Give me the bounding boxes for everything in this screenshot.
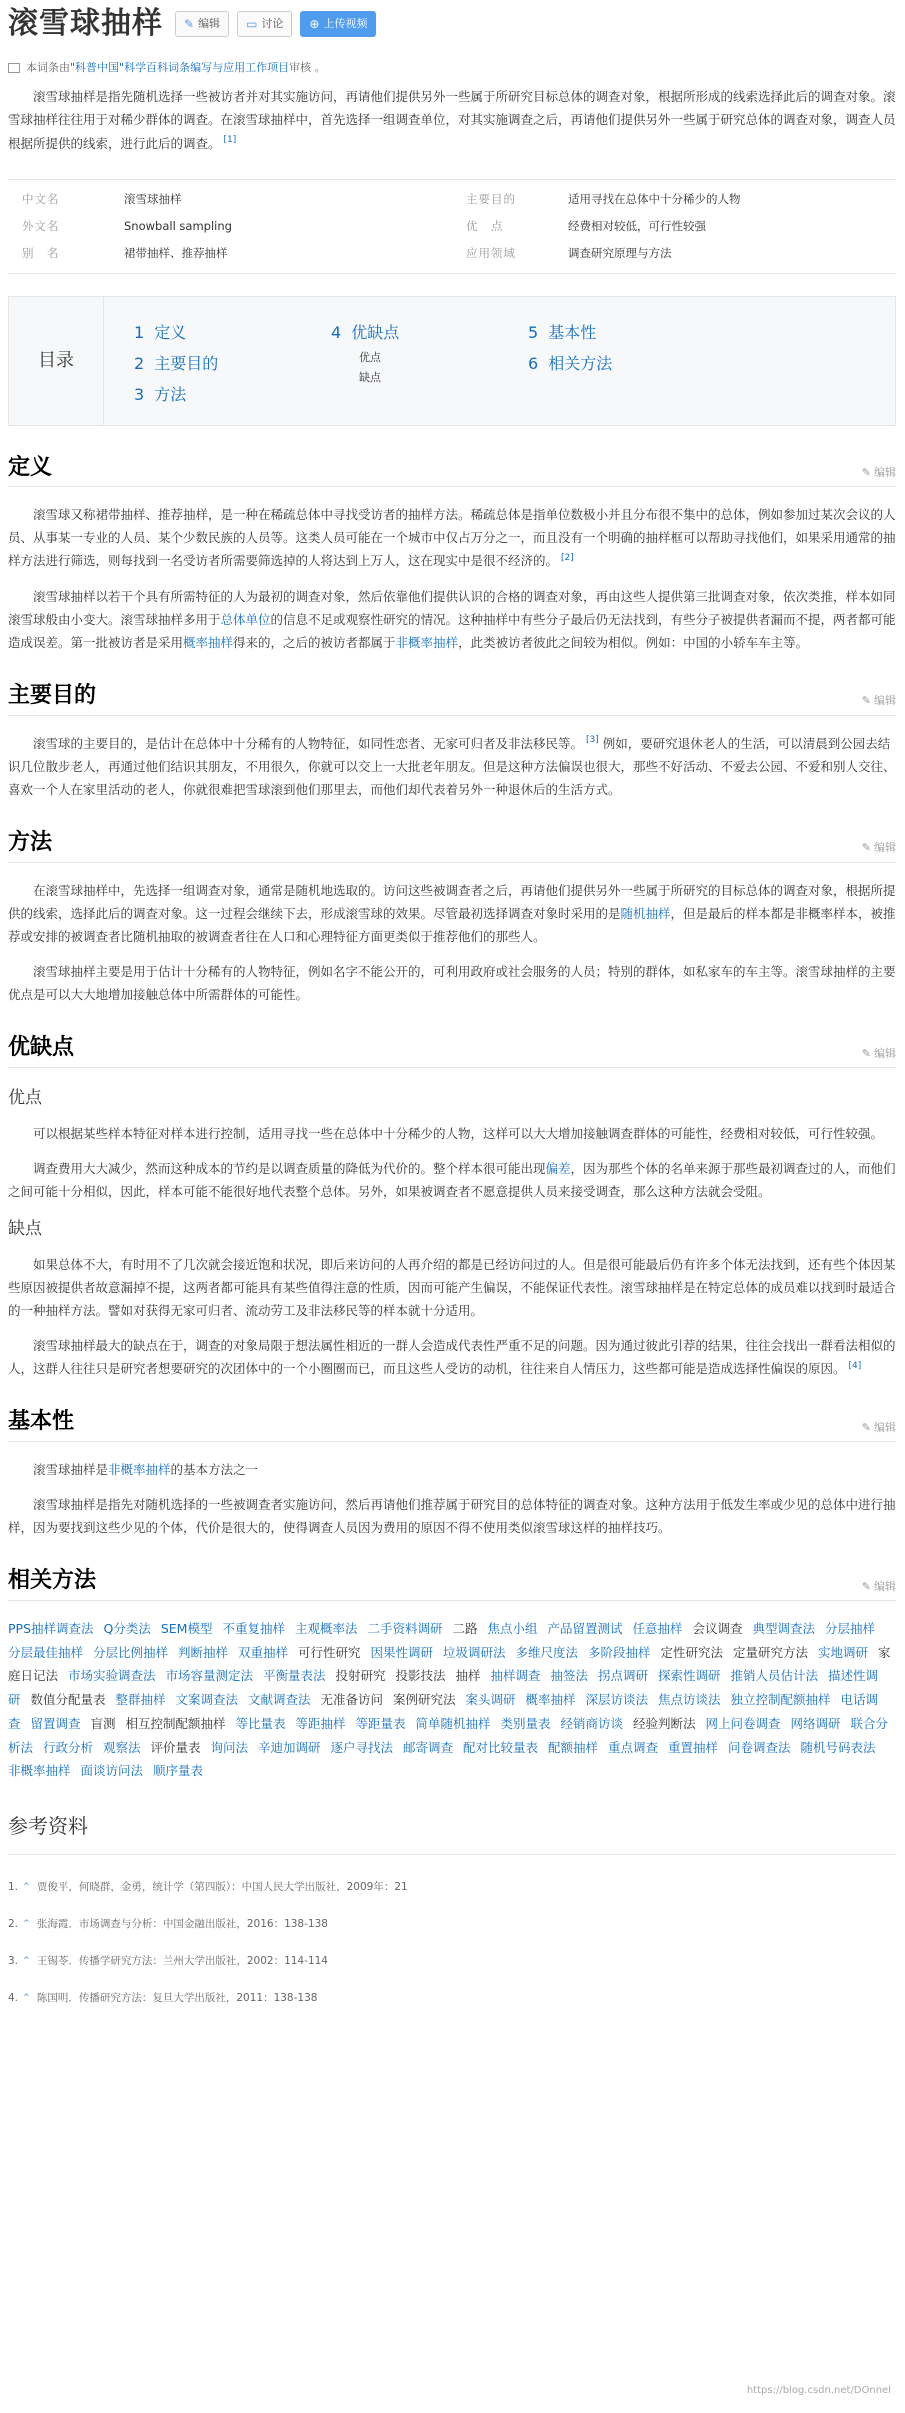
related-method-item[interactable]: 顺序量表	[153, 1763, 204, 1779]
toc-item-related[interactable]: 6 相关方法	[528, 353, 613, 373]
chat-icon: ▭	[246, 16, 258, 31]
related-method-item[interactable]: 抽签法	[550, 1668, 589, 1684]
page	[8, 0, 896, 2017]
related-method-item: 抽样	[455, 1668, 481, 1684]
related-method-item[interactable]: 双重抽样	[238, 1644, 289, 1660]
upload-video-label: 上传视频	[323, 17, 368, 31]
related-method-item[interactable]: 主观概率法	[294, 1620, 358, 1636]
related-method-item[interactable]: 等比量表	[235, 1715, 286, 1731]
basic-info-box	[8, 179, 896, 274]
related-method-item: 定性研究法	[660, 1644, 724, 1660]
pencil-icon: ✎	[861, 1420, 871, 1434]
paragraph: 可以根据某些样本特征对样本进行控制，适用寻找一些在总体中十分稀少的人物，这样可以大大增加接触调查群体的可能性，经费相对较低，可行性较强。	[33, 1125, 884, 1141]
related-method-item[interactable]: 配对比较量表	[463, 1739, 539, 1755]
paragraph: 调查费用大大减少，然而这种成本的节约是以调查质量的降低为代价的。整个样本很可能出现偏差，因为那些个体的名单来源于那些最初调查过的人，而他们之间可能十分相似，因此，样本可能不能很好地代表整个总体。另外，如果被调查者不愿意提供人员来接受调查，那么这种方法就会受阻。	[8, 1160, 896, 1199]
related-method-item[interactable]: 焦点小组	[487, 1620, 538, 1636]
toc-column	[528, 317, 725, 425]
page-title: 滚雪球抽样	[8, 5, 163, 41]
related-method-item[interactable]: 任意抽样	[632, 1620, 683, 1636]
basic-info-row	[8, 240, 896, 267]
info-name: 应用领域	[466, 246, 516, 261]
related-method-item[interactable]: 多维尺度法	[515, 1644, 579, 1660]
discuss-button[interactable]	[237, 11, 292, 37]
related-method-item[interactable]: 独立控制配额抽样	[730, 1692, 831, 1708]
related-method-item[interactable]: 焦点访谈法	[658, 1692, 721, 1708]
paragraph: 如果总体不大，有时用不了几次就会接近饱和状况，即后来访问的人再介绍的都是已经访问过的人。但是很可能最后仍有许多个体无法找到，还有些个体因某些原因被提供者故意漏掉不提，这两者都可能具有某些值得注意的性质，因而可能产生偏误，不能保证代表性。滚雪球抽样是在特定总体的成员难以找到时最适合的一种抽样方法。譬如对获得无家可归者、流动劳工及非法移民等的样本就十分适用。	[8, 1256, 896, 1318]
section-edit-link[interactable]: ✎ 编辑	[862, 1418, 896, 1437]
related-method-item[interactable]: 非概率抽样	[8, 1763, 71, 1779]
related-method-item[interactable]: 描述性调研	[8, 1668, 879, 1708]
inline-link[interactable]: 偏差	[545, 1160, 571, 1176]
info-name: 中文名	[22, 192, 60, 207]
pencil-icon: ✎	[861, 1579, 871, 1593]
review-suffix: 审核 。	[289, 61, 326, 74]
related-method-item[interactable]: 因果性调研	[370, 1644, 434, 1660]
title-row	[8, 0, 896, 48]
related-method-item[interactable]: 询问法	[210, 1739, 249, 1755]
related-method-item[interactable]: 判断抽样	[178, 1644, 229, 1660]
info-value: 调查研究原理与方法	[568, 246, 672, 261]
toc-column	[134, 317, 331, 425]
toc-item-pros-cons[interactable]: 4 优缺点	[331, 322, 400, 342]
references-title: 参考资料	[8, 1809, 896, 1855]
section-header-pros-cons	[8, 1034, 896, 1068]
section-title: 主要目的	[8, 682, 97, 708]
inline-link[interactable]: 非概率抽样	[395, 634, 459, 650]
reference-item: 2. ⌃ 张海霞．市场调查与分析：中国金融出版社，2016：138-138	[8, 1906, 896, 1943]
related-method-item[interactable]: 不重复抽样	[222, 1620, 285, 1636]
edit-button[interactable]	[175, 11, 229, 37]
pencil-icon: ✎	[861, 465, 871, 479]
related-method-item[interactable]: 二手资料调研	[367, 1620, 443, 1636]
basic-info-row	[8, 213, 896, 240]
section-header-basic	[8, 1408, 896, 1442]
intro-paragraph	[8, 85, 896, 154]
toc-title: 目录	[9, 297, 104, 425]
citation[interactable]: [2]	[561, 553, 574, 564]
upload-video-button[interactable]	[300, 11, 376, 37]
related-method-item[interactable]: 面谈访问法	[80, 1763, 144, 1779]
info-name: 别 名	[22, 246, 60, 261]
related-method-item[interactable]: 抽样调查	[490, 1668, 541, 1684]
related-method-item[interactable]: 市场实验调查法	[68, 1668, 156, 1684]
related-method-item[interactable]: 辛迪加调研	[258, 1739, 321, 1755]
section-title: 相关方法	[8, 1568, 97, 1594]
related-method-item[interactable]: 市场容量测定法	[165, 1668, 254, 1684]
section-title: 方法	[8, 829, 53, 855]
inline-link[interactable]: 总体单位	[220, 611, 271, 627]
related-method-item[interactable]: 问卷调查法	[728, 1739, 791, 1755]
related-method-item[interactable]: 类别量表	[500, 1715, 551, 1731]
citation[interactable]: [3]	[586, 735, 599, 746]
intro-text: 滚雪球抽样是指先随机选择一些被访者并对其实施访问，再请他们提供另外一些属于所研究目标总体的调查对象，根据所形成的线索选择此后的调查对象。滚雪球抽样往往用于对稀少群体的调查。在滚雪球抽样中，首先选择一组调查单位，对其实施调查之后，再请他们提供另外一些属于研究总体的调查对象，调查人员根据所提供的线索，进行此后的调查。	[8, 89, 896, 151]
related-method-item[interactable]: 联合分析法	[8, 1715, 889, 1755]
related-method-item[interactable]: 等距量表	[355, 1715, 406, 1731]
related-method-item[interactable]: 观察法	[103, 1739, 141, 1755]
related-method-item[interactable]: 电话调查	[8, 1692, 879, 1731]
basic-info-row	[8, 186, 896, 213]
related-method-item: 案例研究法	[393, 1692, 456, 1708]
info-value: 裙带抽样、推荐抽样	[124, 246, 228, 261]
related-method-item[interactable]: 探索性调研	[658, 1668, 721, 1684]
upload-icon: ⊕	[309, 16, 320, 31]
related-method-item: 可行性研究	[298, 1644, 361, 1660]
related-method-item[interactable]: PPS抽样调查法	[8, 1620, 94, 1636]
info-name: 外文名	[22, 219, 60, 234]
toc-item-basic[interactable]: 5 基本性	[528, 322, 597, 342]
section-title: 定义	[8, 454, 53, 480]
section-edit-link[interactable]: ✎ 编辑	[862, 838, 896, 857]
toc-item-method[interactable]: 3 方法	[134, 384, 187, 404]
related-method-item[interactable]: 深层访谈法	[585, 1692, 649, 1708]
paragraph: 滚雪球又称裙带抽样、推荐抽样，是一种在稀疏总体中寻找受访者的抽样方法。稀疏总体是指单位数极小并且分布很不集中的总体，例如参加过某次会议的人员、从事某一专业的人员、某个少数民族的人员等。这类人员可能在一个城市中仅占万分之一，而且没有一个明确的抽样框可以帮助寻找他们，如果采用通常的抽样方法进行筛选，则每找到一名受访者所需要筛选掉的人将达到上万人，这在现实中是很不经济的。 [2]	[8, 507, 896, 569]
related-method-item: 无准备访问	[320, 1692, 384, 1708]
pencil-icon: ✎	[184, 16, 195, 31]
related-method-item[interactable]: 整群抽样	[115, 1692, 166, 1708]
related-method-item[interactable]: Q分类法	[103, 1620, 151, 1636]
table-of-contents	[8, 296, 896, 426]
related-method-item[interactable]: 邮寄调查	[403, 1739, 454, 1755]
related-methods-list	[8, 1617, 896, 1783]
up-arrow-icon[interactable]: ⌃	[22, 1918, 31, 1931]
related-method-item[interactable]: 平衡量表法	[263, 1668, 326, 1684]
paragraph: 在滚雪球抽样中，先选择一组调查对象，通常是随机地选取的。访问这些被调查者之后，再请他们提供另外一些属于所研究的目标总体的调查对象，根据所提供的线索，选择此后的调查对象。这一过程会继续下去，形成滚雪球的效果。尽管最初选择调查对象时采用的是随机抽样，但是最后的样本都是非概率样本，被推荐或安排的被调查者比随机抽取的被调查者往在人口和心理特征方面更类似于推荐他们的那些人。	[8, 882, 896, 944]
related-method-item[interactable]: 经销商访谈	[560, 1715, 624, 1731]
related-method-item[interactable]: 文献调查法	[248, 1692, 311, 1708]
section-edit-link[interactable]: ✎ 编辑	[862, 1577, 896, 1596]
review-prefix: 本词条由	[26, 61, 70, 74]
edit-button-label: 编辑	[198, 17, 221, 31]
reference-item: 3. ⌃ 王锡苓．传播学研究方法：兰州大学出版社，2002：114-114	[8, 1943, 896, 1980]
related-method-item[interactable]: 分层抽样	[824, 1620, 875, 1636]
section-header-method	[8, 829, 896, 863]
related-method-item[interactable]: 重点调查	[608, 1739, 659, 1755]
info-name: 主要目的	[466, 192, 516, 207]
related-method-item[interactable]: 文案调查法	[175, 1692, 239, 1708]
related-method-item: 家庭日记法	[8, 1644, 891, 1684]
subsection-title-cons: 缺点	[8, 1218, 42, 1239]
related-method-item: 会议调查	[692, 1620, 743, 1636]
related-method-item: 投影技法	[395, 1668, 446, 1684]
up-arrow-icon[interactable]: ⌃	[22, 1992, 31, 2005]
reference-item: 1. ⌃ 贾俊平，何晓群，金勇，统计学（第四版）：中国人民大学出版社，2009年：21	[8, 1869, 896, 1906]
citation[interactable]: [4]	[848, 1360, 862, 1371]
related-method-item[interactable]: 逐户寻找法	[330, 1739, 394, 1755]
related-method-item: 相互控制配额抽样	[125, 1715, 226, 1731]
info-value: Snowball sampling	[124, 219, 232, 234]
related-method-item: 投射研究	[335, 1668, 386, 1684]
info-name: 优 点	[466, 219, 504, 234]
related-method-item[interactable]: 概率抽样	[525, 1692, 576, 1708]
related-method-item[interactable]: 配额抽样	[548, 1739, 599, 1755]
section-header-definition	[8, 454, 896, 488]
toc-item-purpose[interactable]: 2 主要目的	[134, 353, 219, 373]
toc-subitem-cons[interactable]: 缺点	[359, 370, 381, 384]
related-method-item[interactable]: 随机号码表法	[800, 1739, 876, 1755]
up-arrow-icon[interactable]: ⌃	[22, 1881, 31, 1894]
related-method-item[interactable]: 推销人员估计法	[730, 1668, 819, 1684]
review-icon	[8, 63, 20, 73]
intro-ref[interactable]: [1]	[223, 135, 237, 146]
paragraph: 滚雪球抽样最大的缺点在于，调查的对象局限于想法属性相近的一群人会造成代表性严重不足的问题。因为通过彼此引荐的结果，往往会找出一群看法相似的人，这群人往往只是研究者想要研究的次团体中的一个小圈圈而已，而且这些人受访的动机，往往来自人情压力，这些都可能是造成选择性偏误的原因。 [4]	[8, 1338, 896, 1377]
related-method-item: 盲测	[90, 1715, 116, 1731]
section-header-purpose	[8, 682, 896, 716]
related-method-item[interactable]: 简单随机抽样	[415, 1715, 491, 1731]
toc-item-definition[interactable]: 1 定义	[134, 322, 187, 342]
inline-link[interactable]: 概率抽样	[183, 634, 234, 650]
paragraph: 滚雪球抽样是指先对随机选择的一些被调查者实施访问，然后再请他们推荐属于研究目的总体特征的调查对象。这种方法用于低发生率或少见的总体中进行抽样，因为要找到这些少见的个体，代价是很大的，使得调查人员因为费用的原因不得不使用类似滚雪球这样的抽样技巧。	[8, 1496, 896, 1536]
inline-link[interactable]: 非概率抽样	[108, 1461, 171, 1477]
related-method-item: 定量研究方法	[733, 1644, 809, 1660]
toc-subitem-pros[interactable]: 优点	[359, 350, 381, 364]
up-arrow-icon[interactable]: ⌃	[22, 1955, 31, 1968]
section-edit-link[interactable]: ✎ 编辑	[862, 1044, 896, 1063]
references-list	[8, 1869, 896, 2017]
paragraph: 滚雪球抽样以若干个具有所需特征的人为最初的调查对象，然后依靠他们提供认识的合格的调查对象，再由这些人提供第三批调查对象，依次类推，样本如同滚雪球般由小变大。滚雪球抽样多用于总体单位的信息不足或观察性研究的情况。这种抽样中有些分子最后仍无法找到，有些分子被提供者漏而不提，两者都可能造成误差。第一批被访者是采用概率抽样得来的，之后的被访者都属于非概率抽样，此类被访者彼此之间较为相似。例如：中国的小轿车车主等。	[8, 588, 896, 650]
related-method-item[interactable]: 实地调研	[818, 1644, 869, 1660]
related-method-item: 经验判断法	[633, 1715, 696, 1731]
related-method-item: 数值分配量表	[30, 1692, 106, 1708]
related-method-item[interactable]: 拐点调研	[598, 1668, 649, 1684]
related-method-item[interactable]: 分层最佳抽样	[8, 1644, 84, 1660]
related-method-item[interactable]: 多阶段抽样	[588, 1644, 651, 1660]
inline-link[interactable]: 随机抽样	[620, 905, 671, 921]
section-header-related	[8, 1567, 896, 1601]
info-value: 经费相对较低，可行性较强	[568, 219, 706, 234]
section-edit-link[interactable]: ✎ 编辑	[862, 463, 896, 482]
info-value: 适用寻找在总体中十分稀少的人物	[568, 192, 741, 207]
info-value: 滚雪球抽样	[124, 192, 182, 207]
pencil-icon: ✎	[861, 841, 871, 855]
related-method-item[interactable]: 等距抽样	[295, 1715, 346, 1731]
paragraph: 滚雪球的主要目的，是估计在总体中十分稀有的人物特征，如同性恋者、无家可归者及非法移民等。 [3] 例如，要研究退休老人的生活，可以清晨到公园去结识几位散步老人，再通过他们结识其朋友，不用很久，你就可以交上一大批老年朋友。但是这种方法偏误也很大，那些不好活动、不爱去公园、不爱和别人交往、喜欢一个人在家里活动的老人，你就很难把雪球滚到他们那里去，而他们却代表着另外一种退休后的生活方式。	[8, 735, 896, 797]
related-method-item: 二路	[452, 1620, 478, 1636]
review-notice	[8, 58, 896, 77]
related-method-item[interactable]: 垃圾调研法	[443, 1644, 506, 1660]
subsection-title-pros: 优点	[8, 1087, 42, 1108]
pencil-icon: ✎	[861, 1046, 871, 1060]
related-method-item[interactable]: 行政分析	[43, 1739, 94, 1755]
related-method-item[interactable]: SEM模型	[160, 1620, 213, 1636]
discuss-button-label: 讨论	[261, 17, 284, 31]
paragraph: 滚雪球抽样是非概率抽样的基本方法之一	[33, 1461, 259, 1477]
review-link[interactable]: "科普中国"科学百科词条编写与应用工作项目	[70, 61, 290, 74]
section-title: 基本性	[8, 1409, 75, 1435]
related-method-item[interactable]: 留置调查	[30, 1715, 81, 1731]
watermark: https://blog.csdn.net/DOnnel	[746, 2384, 891, 2396]
related-method-item[interactable]: 分层比例抽样	[93, 1644, 169, 1660]
pencil-icon: ✎	[861, 694, 871, 708]
related-method-item[interactable]: 网络调研	[790, 1715, 841, 1731]
related-method-item[interactable]: 案头调研	[465, 1692, 516, 1708]
paragraph: 滚雪球抽样主要是用于估计十分稀有的人物特征，例如名字不能公开的，可利用政府或社会服务的人员；特别的群体，如私家车的车主等。滚雪球抽样的主要优点是可以大大地增加接触总体中所需群体的可能性。	[8, 963, 896, 1003]
related-method-item[interactable]: 重置抽样	[668, 1739, 719, 1755]
related-method-item[interactable]: 产品留置测试	[547, 1620, 623, 1636]
toc-column	[331, 317, 528, 425]
section-title: 优缺点	[8, 1035, 75, 1061]
related-method-item: 评价量表	[150, 1739, 201, 1755]
related-method-item[interactable]: 网上问卷调查	[705, 1715, 781, 1731]
reference-item: 4. ⌃ 陈国明．传播研究方法：复旦大学出版社，2011：138-138	[8, 1980, 896, 2017]
section-edit-link[interactable]: ✎ 编辑	[862, 691, 896, 710]
related-method-item[interactable]: 典型调查法	[752, 1620, 815, 1636]
